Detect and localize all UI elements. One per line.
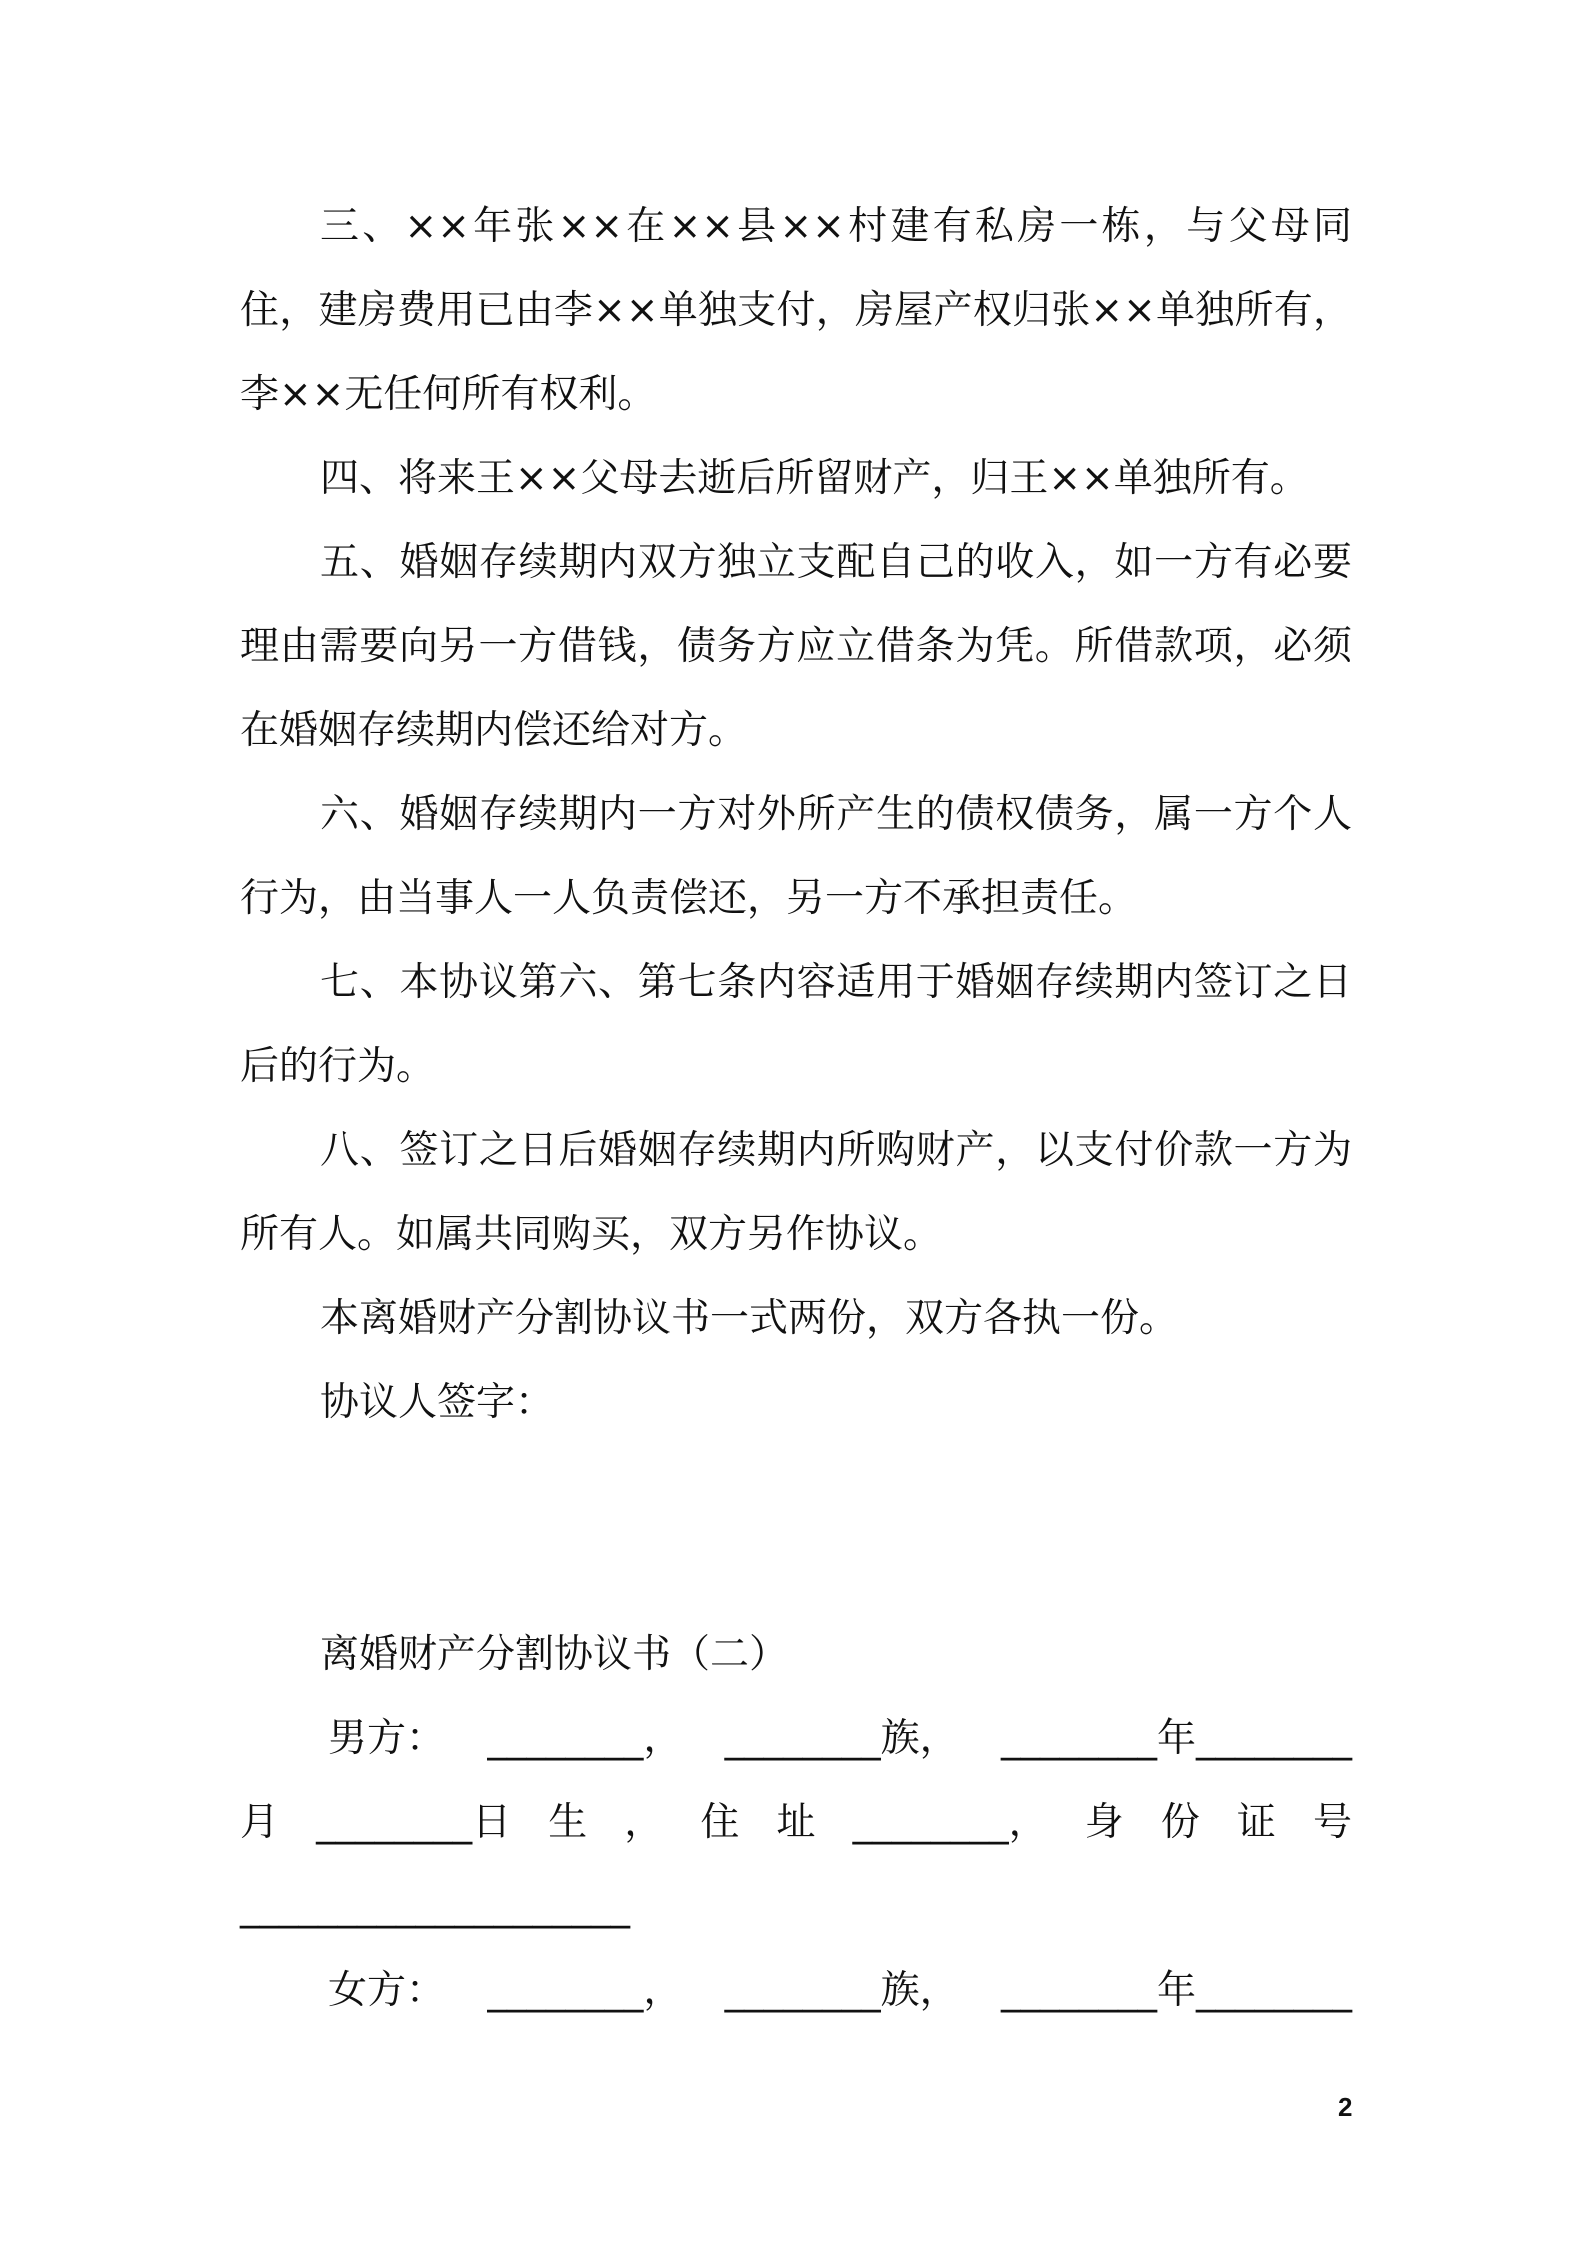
clause-eight: 八、签订之日后婚姻存续期内所购财产，以支付价款一方为所有人。如属共同购买，双方另作协议。	[240, 1128, 1352, 1257]
born-label: 生	[548, 1800, 588, 1845]
clause-six: 六、婚姻存续期内一方对外所产生的债权债务，属一方个人行为，由当事人一人负责偿还，另一方不承担责任。	[240, 792, 1352, 921]
id-label-4: 号	[1312, 1800, 1352, 1845]
page-number: 2	[1338, 2092, 1353, 2122]
signature-space	[240, 1445, 1352, 1613]
address-label-2: 址	[776, 1800, 816, 1845]
id-label-1: 身	[1084, 1800, 1124, 1845]
male-birth-year-blank: ________年________	[1000, 1716, 1352, 1761]
female-name-blank: ________，	[487, 1968, 683, 2013]
female-info-line-1	[240, 1949, 1352, 2033]
id-label-2: 份	[1160, 1800, 1200, 1845]
clause-seven: 七、本协议第六、第七条内容适用于婚姻存续期内签订之日后的行为。	[240, 960, 1352, 1089]
address-label-1: 住	[700, 1800, 740, 1845]
address-blank: ________，	[852, 1800, 1048, 1845]
male-label: 男方：	[328, 1716, 446, 1761]
comma: ，	[624, 1800, 664, 1845]
clause-three: 三、××年张××在××县××村建有私房一栋，与父母同住，建房费用已由李××单独支付，房屋产权归张××单独所有，李××无任何所有权利。	[240, 204, 1352, 417]
id-label-3: 证	[1236, 1800, 1276, 1845]
female-ethnicity-blank: ________族，	[724, 1968, 959, 2013]
male-info-line-2	[240, 1781, 1352, 1865]
female-label: 女方：	[328, 1968, 446, 2013]
female-birth-year-blank: ________年________	[1000, 1968, 1352, 2013]
clause-five: 五、婚姻存续期内双方独立支配自己的收入，如一方有必要理由需要向另一方借钱，债务方应立借条为凭。所借款项，必须在婚姻存续期内偿还给对方。	[240, 540, 1352, 753]
male-id-blank: ____________________	[240, 1884, 630, 1929]
document-page	[240, 185, 1352, 2033]
day-blank: ________日	[316, 1800, 512, 1845]
copies-statement: 本离婚财产分割协议书一式两份，双方各执一份。	[320, 1296, 1179, 1341]
section-title: 离婚财产分割协议书（二）	[320, 1632, 789, 1677]
clause-four: 四、将来王××父母去逝后所留财产，归王××单独所有。	[320, 456, 1309, 501]
month-label: 月	[240, 1800, 280, 1845]
male-info-line-1	[240, 1697, 1352, 1781]
male-name-blank: ________，	[487, 1716, 683, 1761]
male-ethnicity-blank: ________族，	[724, 1716, 959, 1761]
signature-label: 协议人签字：	[320, 1380, 555, 1425]
